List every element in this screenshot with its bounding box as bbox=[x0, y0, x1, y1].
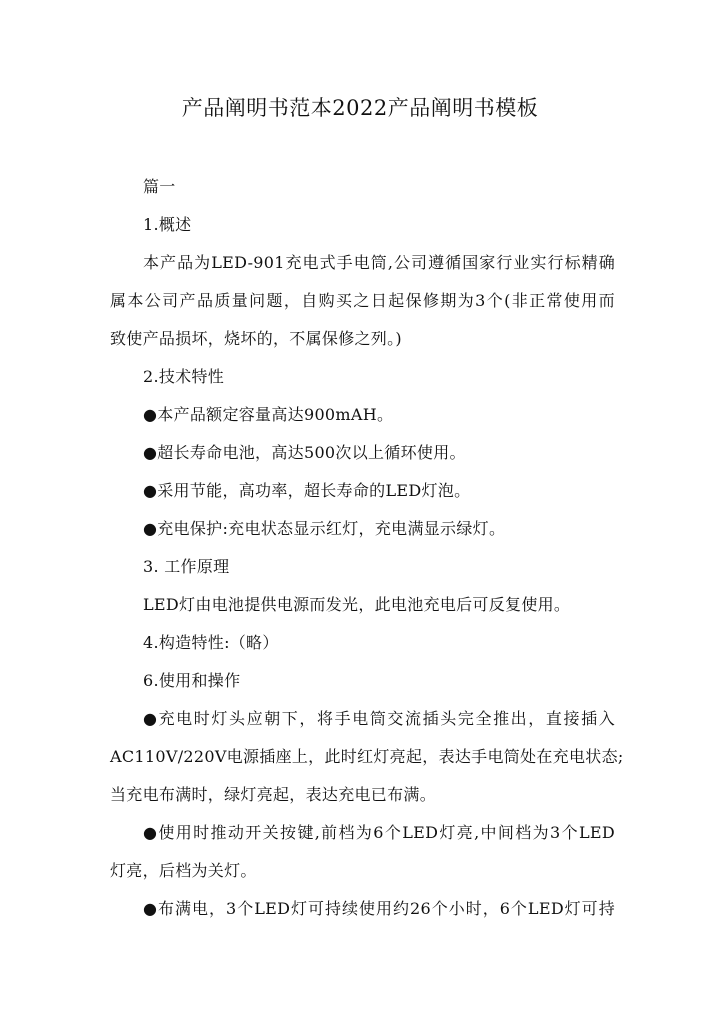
document-title: 产品阐明书范本2022产品阐明书模板 bbox=[181, 96, 539, 120]
bullet-item: ●布满电，3个LED灯可持续使用约26个小时，6个LED灯可持 bbox=[143, 899, 615, 918]
bullet-item: ●使用时推动开关按键,前档为6个LED灯亮,中间档为3个LED bbox=[143, 823, 615, 842]
heading-principle: 3. 工作原理 bbox=[143, 557, 230, 576]
bullet-item: ●超长寿命电池，高达500次以上循环使用。 bbox=[143, 443, 466, 462]
heading-features: 2.技术特性 bbox=[143, 367, 225, 386]
bullet-item: ●充电时灯头应朝下，将手电筒交流插头完全推出，直接插入 bbox=[143, 709, 615, 728]
bullet-item: ●本产品额定容量高达900mAH。 bbox=[143, 405, 394, 424]
heading-overview: 1.概述 bbox=[143, 215, 192, 234]
paragraph-line: AC110V/220V电源插座上，此时红灯亮起，表达手电筒处在充电状态; bbox=[110, 747, 624, 766]
paragraph-line: 致使产品损坏，烧坏的，不属保修之列。) bbox=[110, 329, 402, 348]
paragraph-line: 灯亮，后档为关灯。 bbox=[110, 861, 257, 880]
heading-structure: 4.构造特性:（略） bbox=[143, 633, 279, 652]
bullet-item: ●采用节能，高功率，超长寿命的LED灯泡。 bbox=[143, 481, 471, 500]
bullet-item: ●充电保护:充电状态显示红灯，充电满显示绿灯。 bbox=[143, 519, 506, 538]
heading-usage: 6.使用和操作 bbox=[143, 671, 241, 690]
paragraph-line: 本产品为LED-901充电式手电筒,公司遵循国家行业实行标精确 bbox=[143, 253, 615, 272]
paragraph-line: 属本公司产品质量问题，自购买之日起保修期为3个(非正常使用而 bbox=[110, 291, 615, 310]
paragraph-line: 当充电布满时，绿灯亮起，表达充电已布满。 bbox=[110, 785, 437, 804]
section-label: 篇一 bbox=[143, 177, 176, 196]
paragraph-line: LED灯由电池提供电源而发光，此电池充电后可反复使用。 bbox=[143, 595, 571, 614]
